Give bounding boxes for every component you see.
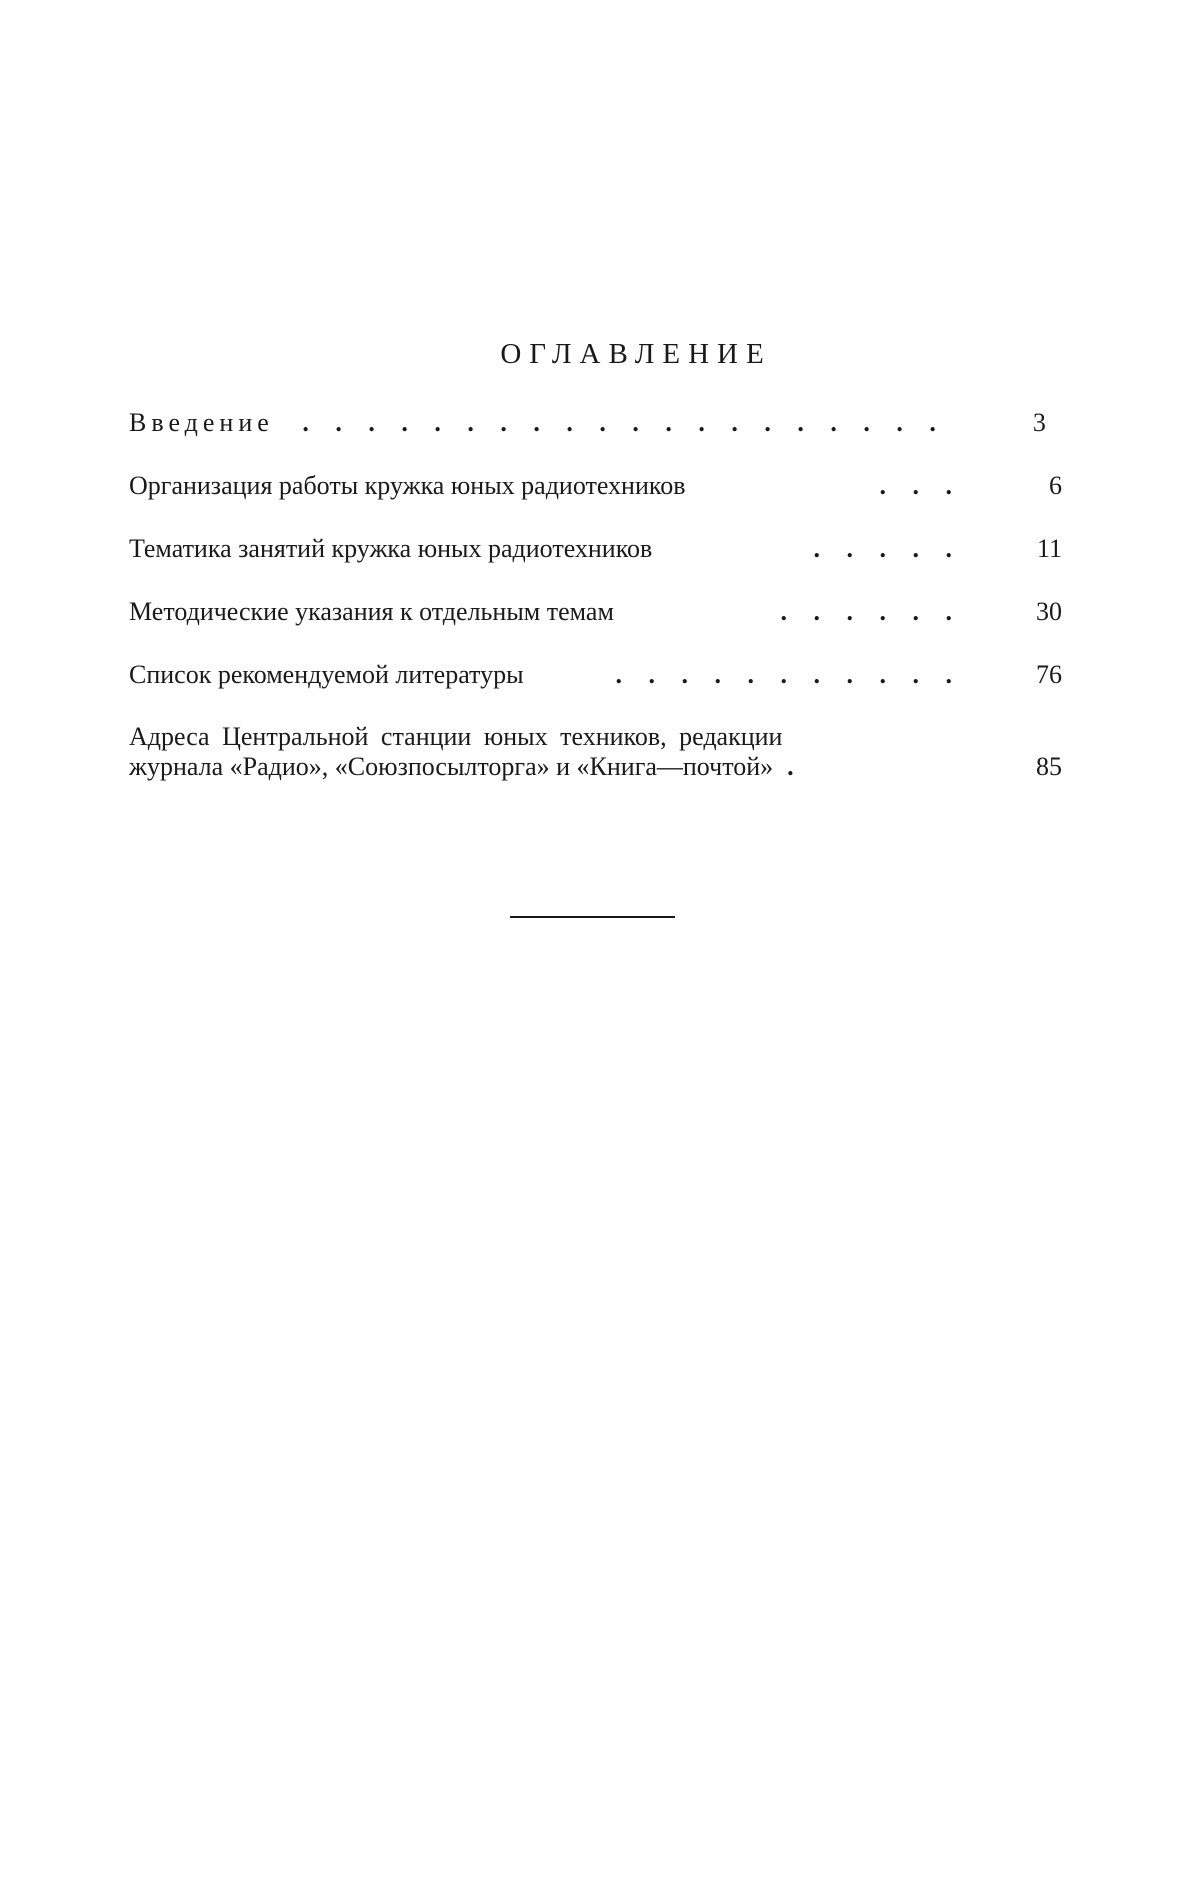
toc-page-number: 6 bbox=[1049, 471, 1062, 500]
end-rule-divider bbox=[510, 916, 675, 918]
toc-list bbox=[129, 405, 1062, 802]
toc-entry-label-line2: журнала «Радио», «Союзпосылторга» и «Книга—почтой» bbox=[129, 752, 774, 781]
toc-dot-leader: . . . . . . bbox=[780, 597, 962, 626]
toc-entry-label-line1: Адреса Центральной станции юных техников, редакции bbox=[129, 722, 783, 751]
toc-title: ОГЛАВЛЕНИЕ bbox=[500, 338, 772, 370]
toc-page-number: 76 bbox=[1036, 660, 1062, 689]
toc-entry-label: Организация работы кружка юных радиотехников bbox=[129, 471, 686, 500]
toc-entry-label: Методические указания к отдельным темам bbox=[129, 597, 614, 626]
toc-entry-methodical-guidelines[interactable] bbox=[129, 594, 1062, 657]
toc-entry-literature[interactable] bbox=[129, 657, 1062, 720]
toc-entry-label: Список рекомендуемой литературы bbox=[129, 660, 524, 689]
toc-dot-leader: . . . bbox=[879, 471, 962, 500]
toc-dot-leader: . . . . . . . . . . . . . . . . . . . . bbox=[302, 408, 946, 437]
toc-entry-label: Тематика занятий кружка юных радиотехников bbox=[129, 534, 653, 563]
toc-entry-label: Введение bbox=[129, 408, 274, 437]
toc-dot-leader: . . . . . . . . . . . bbox=[615, 660, 962, 689]
toc-entry-introduction[interactable] bbox=[129, 405, 1062, 468]
toc-dot-leader: . bbox=[787, 752, 794, 781]
toc-entry-topics[interactable] bbox=[129, 531, 1062, 594]
toc-page-number: 3 bbox=[1032, 408, 1046, 437]
toc-dot-leader: . . . . . bbox=[813, 534, 962, 563]
toc-page-number: 30 bbox=[1036, 597, 1062, 626]
toc-entry-addresses[interactable] bbox=[129, 722, 1062, 802]
toc-entry-organization[interactable] bbox=[129, 468, 1062, 531]
toc-page-number: 85 bbox=[1036, 752, 1062, 781]
toc-page-number: 11 bbox=[1036, 534, 1062, 563]
